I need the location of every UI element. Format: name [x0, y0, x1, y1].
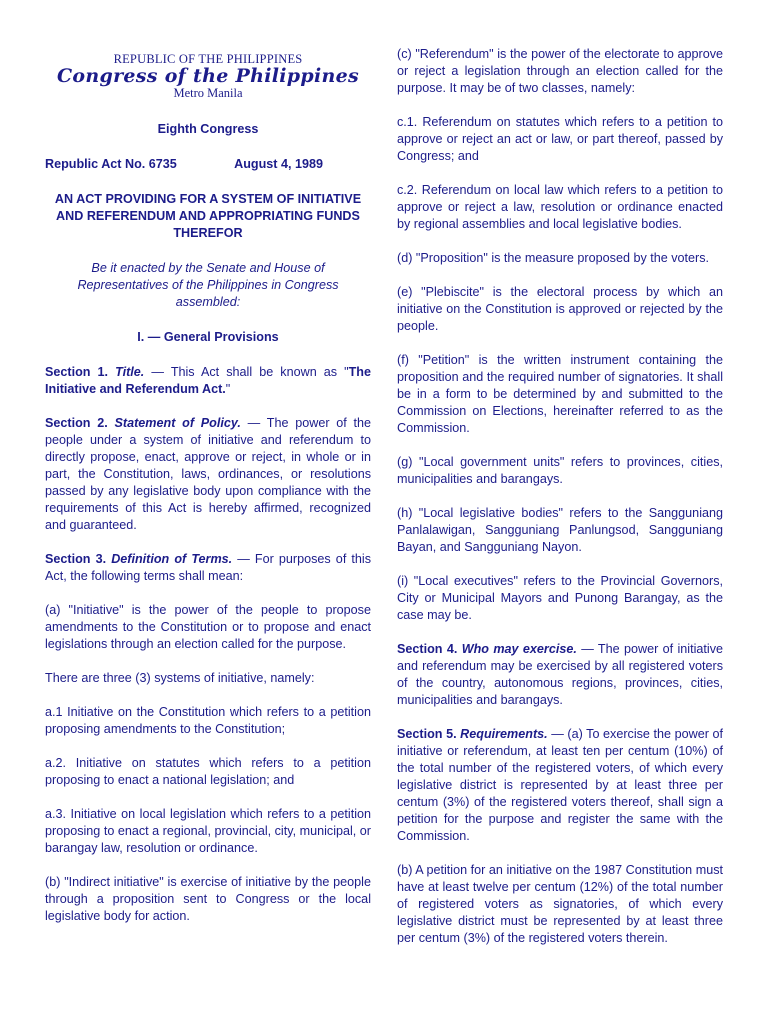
enacting-clause: Be it enacted by the Senate and House of Representatives of the Philippines in Congress assembled:	[77, 261, 339, 309]
definition-a3: a.3. Initiative on local legislation which refers to a petition proposing to enact a regional, provincial, city, municipal, or barangay law, resolution or ordinance.	[45, 807, 371, 855]
definition-d: (d) "Proposition" is the measure proposed by the voters.	[397, 251, 710, 265]
section-4-title: Who may exercise.	[461, 642, 577, 656]
definition-b: (b) "Indirect initiative" is exercise of initiative by the people through a proposition sent to Congress or the local legislative body for action.	[45, 875, 371, 923]
three-systems: There are three (3) systems of initiative, namely:	[45, 671, 315, 685]
definition-c1: c.1. Referendum on statutes which refers to a petition to approve or reject an act or law, or part thereof, passed by Congress; and	[397, 115, 723, 163]
section-1-end: "	[225, 382, 231, 396]
section-3-label: Section 3.	[45, 552, 107, 566]
section-5	[397, 726, 723, 845]
section-2-text: — The power of the people under a system of initiative and referendum to directly propose, enact, approve or reject, in whole or in part, the Constitution, laws, ordinances, or resolutions passed by any legislative body upon compliance with the requirements of this Act is hereby affirmed, recognized and guaranteed.	[45, 416, 372, 532]
section-1	[45, 364, 371, 398]
act-title: AN ACT PROVIDING FOR A SYSTEM OF INITIATIVE AND REFERENDUM AND APPROPRIATING FUNDS THEREFOR	[54, 192, 362, 240]
place-line: Metro Manila	[173, 86, 243, 100]
section-3-title: Definition of Terms.	[111, 552, 233, 566]
republic-line: REPUBLIC OF THE PHILIPPINES	[113, 52, 303, 66]
act-number: Republic Act No. 6735	[45, 157, 177, 171]
section-1-name: The Initiative and Referendum Act.	[45, 365, 371, 396]
definition-a: (a) "Initiative" is the power of the people to propose amendments to the Constitution or to propose and enact legislations through an election called for the purpose.	[45, 603, 371, 651]
section-5-label: Section 5.	[397, 727, 457, 741]
section-1-title: Title.	[115, 365, 145, 379]
section-5-text: — (a) To exercise the power of initiative or referendum, at least ten per centum (10%) of the total number of the registered voters, of which every legislative district is represented by at least three per centum (3%) of the registered voters thereof, shall sign a petition for the purpose and register the same with the Commission.	[397, 727, 723, 843]
section-2-label: Section 2.	[45, 416, 108, 430]
section-2	[45, 415, 371, 534]
section-3-text: — For purposes of this Act, the following terms shall mean:	[45, 552, 372, 583]
section-4-label: Section 4.	[397, 642, 458, 656]
section-2-title: Statement of Policy.	[114, 416, 241, 430]
section-1-text: — This Act shall be known as "	[144, 365, 349, 379]
definition-a2: a.2. Initiative on statutes which refers to a petition proposing to enact a national legislation; and	[45, 756, 371, 787]
section-5-b: (b) A petition for an initiative on the 1987 Constitution must have at least twelve per centum (12%) of the total number of registered voters as signatories, of which every legislative district must be represented by at least three per centum (3%) of the registered voters therein.	[397, 863, 723, 945]
act-number-line	[45, 156, 371, 173]
section-4-text: — The power of initiative and referendum may be exercised by all registered voters of the country, autonomous regions, provinces, cities, municipalities and barangays.	[397, 642, 723, 707]
section-4	[397, 641, 723, 709]
definition-c: (c) "Referendum" is the power of the electorate to approve or reject a legislation through an election called for the purpose. It may be of two classes, namely:	[397, 47, 723, 95]
right-column	[397, 0, 723, 947]
act-date: August 4, 1989	[234, 157, 323, 171]
section-3	[45, 551, 371, 585]
definition-e: (e) "Plebiscite" is the electoral process by which an initiative on the Constitution is approved or rejected by the people.	[397, 285, 723, 333]
congress-line: Congress of the Philippines	[57, 65, 359, 87]
definition-f: (f) "Petition" is the written instrument containing the proposition and the required number of signatories. It shall be in a form to be determined by and submitted to the Commission on Elections, hereinafter referred to as the Commission.	[397, 353, 723, 435]
congress-number: Eighth Congress	[157, 122, 259, 136]
definition-c2: c.2. Referendum on local law which refers to a petition to approve or reject a law, resolution or ordinance enacted by regional assemblies and local legislative bodies.	[397, 183, 723, 231]
definition-g: (g) "Local government units" refers to provinces, cities, municipalities and barangays.	[397, 455, 723, 486]
definition-h: (h) "Local legislative bodies" refers to the Sangguniang Panlalawigan, Sangguniang Panlungsod, Sangguniang Bayan, and Sangguniang Nayon.	[397, 506, 723, 554]
section-5-title: Requirements.	[460, 727, 548, 741]
section-1-label: Section 1.	[45, 365, 109, 379]
part-heading: I. — General Provisions	[137, 330, 279, 344]
definition-a1: a.1 Initiative on the Constitution which refers to a petition proposing amendments to the Constitution;	[45, 705, 371, 736]
left-column	[45, 0, 371, 925]
definition-i: (i) "Local executives" refers to the Provincial Governors, City or Municipal Mayors and Punong Barangay, as the case may be.	[397, 574, 723, 622]
letterhead	[45, 52, 371, 101]
